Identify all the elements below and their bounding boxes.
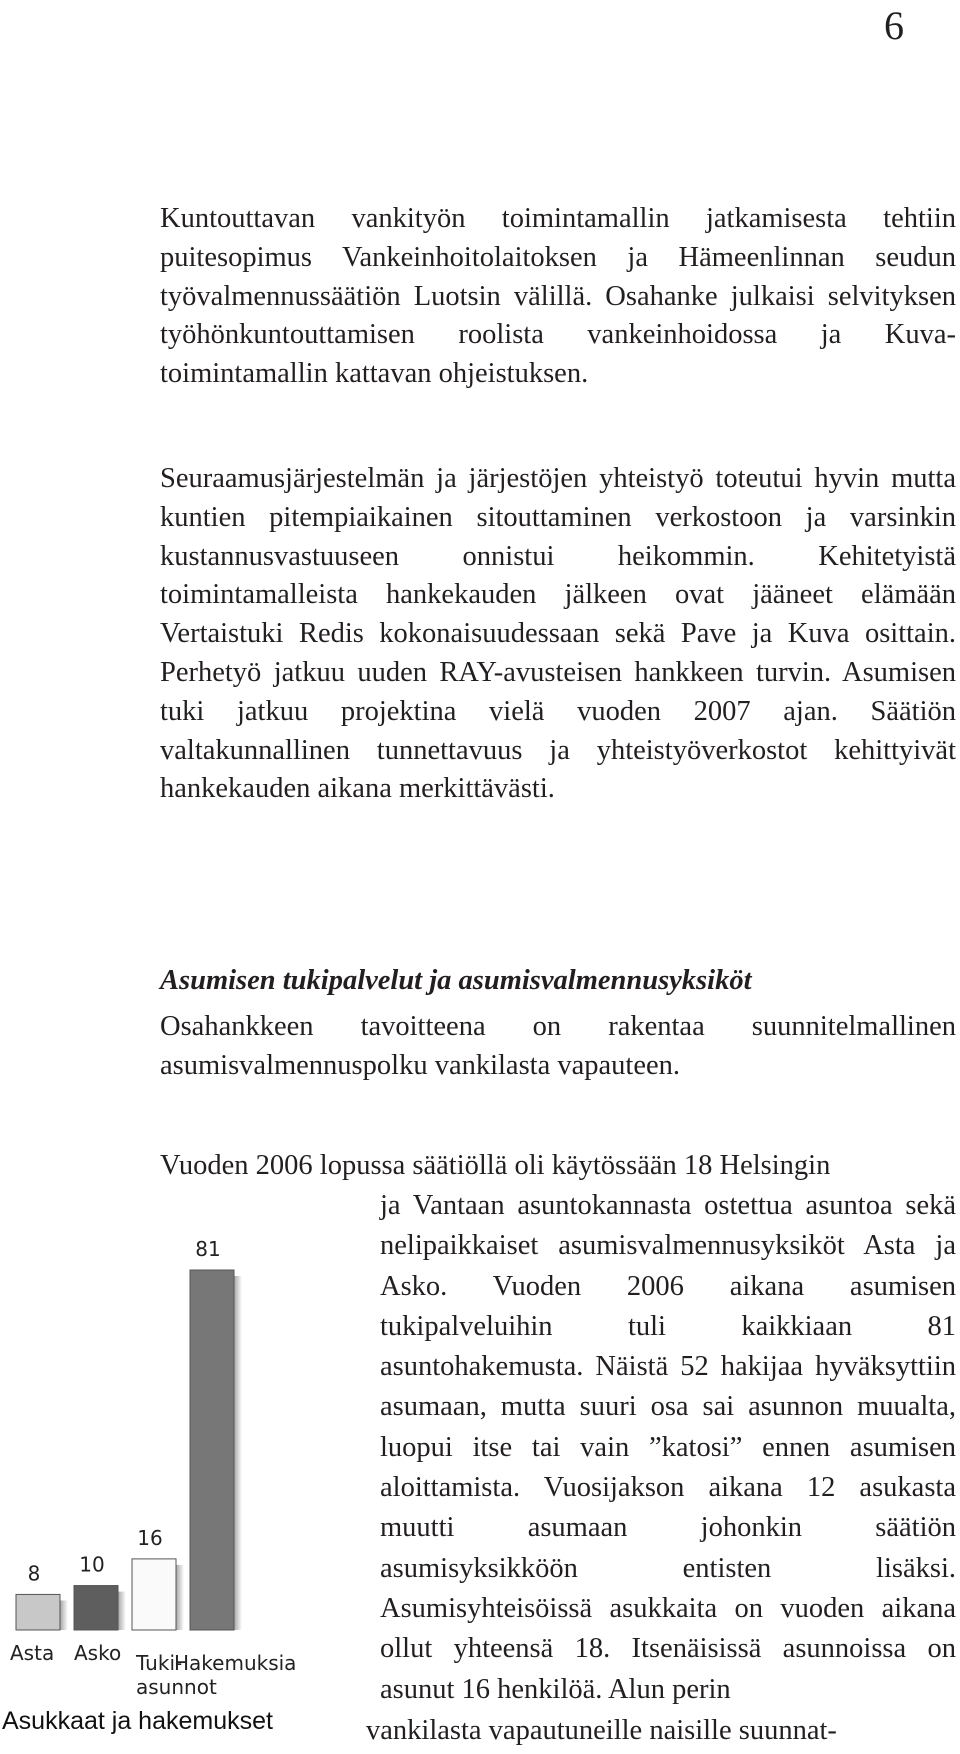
paragraph-3: Osahankkeen tavoitteena on rakentaa suunnitelmallinen asumisvalmennuspolku vankilasta vapauteen.: [160, 1011, 956, 1081]
bar-value-label: 81: [195, 1237, 221, 1261]
bar-category-label: Asko: [74, 1641, 122, 1665]
bar: [132, 1559, 176, 1630]
bar-chart-svg: [0, 1190, 370, 1710]
bar-shadow: [60, 1600, 68, 1630]
bar-shadow: [234, 1276, 242, 1630]
bar: [74, 1586, 118, 1630]
paragraph-4-wrapped: ja Vantaan asuntokannasta ostettua asuntoa sekä nelipaikkaiset asumisvalmennusyksiköt Asta ja Asko. Vuoden 2006 aikana asumisen tukipalveluihin tuli kaikkiaan 81 asuntohakemusta. Näistä 52 hakijaa hyväksyttiin asumaan, mutta suuri osa sai asunnon muualta, luopui itse tai vain ”katosi” ennen asumisen aloittamista. Vuosijakson aikana 12 asukasta muutti asumaan johonkin säätiön asumisyksikköön entisten lisäksi. Asumisyhteisöissä asukkaita on vuoden aikana ollut yhteensä 18. Itsenäisissä asunnoissa on asunut 16 henkilöä. Alun perin: [380, 1190, 956, 1705]
bar-value-label: 8: [27, 1561, 41, 1586]
bar-chart: [0, 1190, 370, 1754]
bar-shadow: [118, 1592, 126, 1630]
chart-caption: Asukkaat ja hakemukset: [2, 1707, 273, 1735]
paragraph-1: Kuntouttavan vankityön toimintamallin jatkamisesta tehtiin puitesopimus Vankeinhoitolaitoksen ja Hämeenlinnan seudun työvalmennussäätiön Luotsin välillä. Osahanke julkaisi selvityksen työhönkuntouttamisen roolista vankeinhoidossa ja Kuva-toimintamallin kattavan ohjeistuksen.: [160, 203, 956, 390]
page-number: 6: [884, 3, 904, 48]
bar-value-label: 10: [79, 1552, 105, 1577]
bar-category-label: Asta: [10, 1641, 55, 1665]
paragraph-4-last-line: vankilasta vapautuneille naisille suunnat-: [366, 1715, 837, 1746]
bar: [16, 1594, 60, 1630]
bar-shadow: [176, 1565, 184, 1630]
bar-category-label: Hakemuksia: [174, 1651, 297, 1675]
section-heading: Asumisen tukipalvelut ja asumisvalmennusyksiköt: [160, 965, 752, 996]
paragraph-4-first-line: Vuoden 2006 lopussa säätiöllä oli käytössään 18 Helsingin: [160, 1150, 831, 1181]
paragraph-2: Seuraamusjärjestelmän ja järjestöjen yhteistyö toteutui hyvin mutta kuntien pitempiaikainen sitouttaminen verkostoon ja varsinkin kustannusvastuuseen onnistui heikommin. Kehitetyistä toimintamalleista hankekauden jälkeen ovat jääneet elämään Vertaistuki Redis kokonaisuudessaan sekä Pave ja Kuva osittain. Perhetyö jatkuu uuden RAY-avusteisen hankkeen turvin. Asumisen tuki jatkuu projektina vielä vuoden 2007 ajan. Säätiön valtakunnallinen tunnettavuus ja yhteistyöverkostot kehittyivät hankekauden aikana merkittävästi.: [160, 463, 956, 805]
bar: [190, 1270, 234, 1630]
bar-category-label: Tuki-asunnot: [136, 1651, 217, 1699]
bar-value-label: 16: [137, 1525, 163, 1550]
